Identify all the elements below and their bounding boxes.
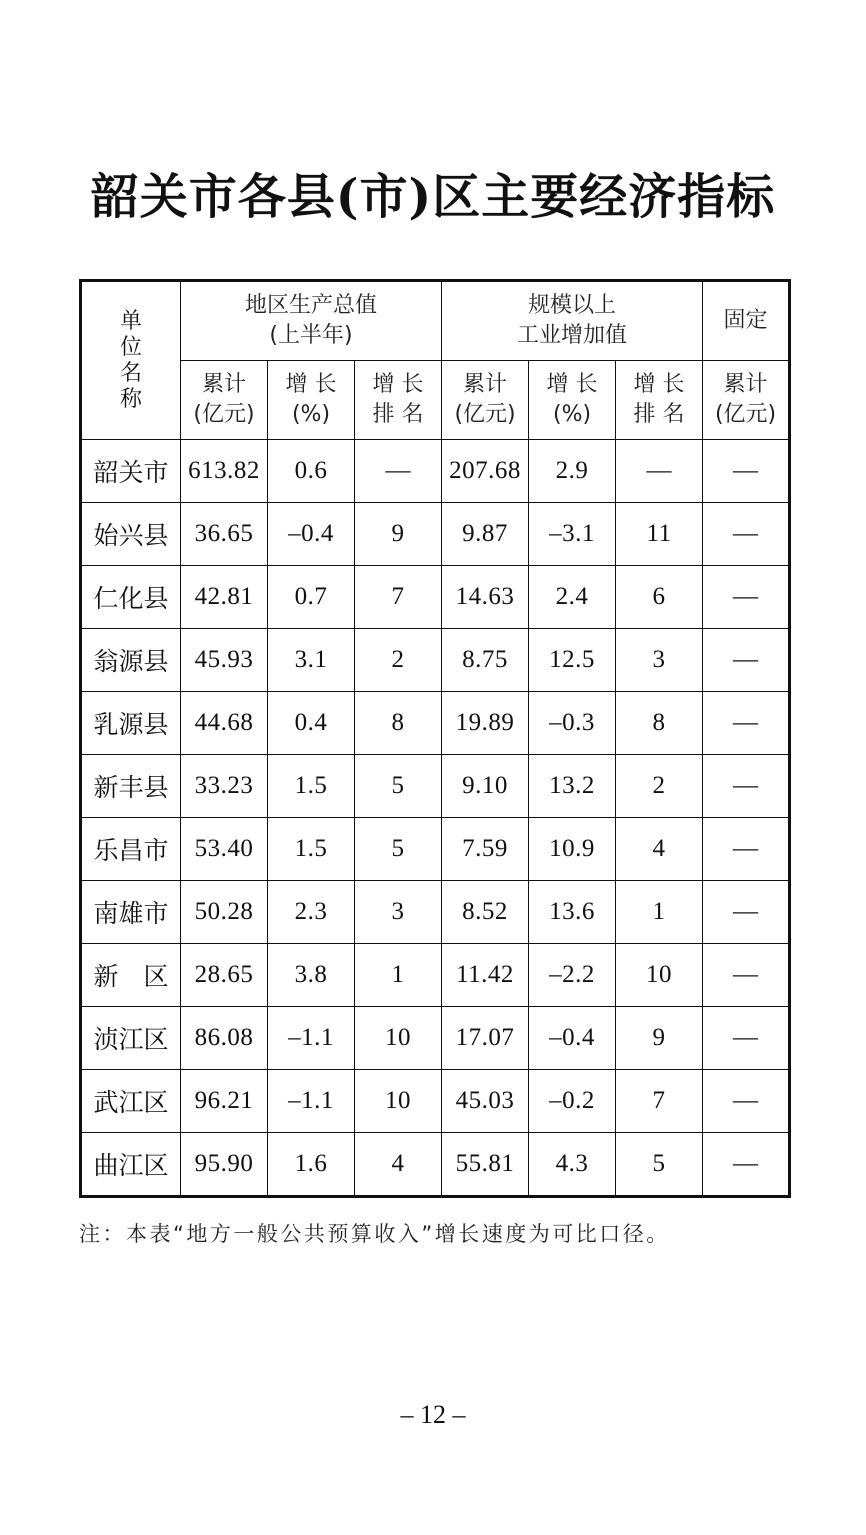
value-cell: 3 [355,881,442,944]
header-row-group [81,281,790,361]
sub-header-cell: 累计 (亿元) [442,361,529,440]
value-cell: 207.68 [442,440,529,503]
table-row [81,440,790,503]
sub-header-cell: 增 长 (%) [529,361,616,440]
region-name-cell: 乐昌市 [81,818,181,881]
sub-header-cell: 增 长 (%) [268,361,355,440]
value-cell: 95.90 [181,1133,268,1197]
table-row [81,881,790,944]
industry-group-header: 规模以上 工业增加值 [442,281,703,361]
header-row-sub [81,361,790,440]
value-cell: 2.4 [529,566,616,629]
value-cell: 613.82 [181,440,268,503]
value-cell: 19.89 [442,692,529,755]
value-cell: 1.5 [268,818,355,881]
value-cell: 5 [355,755,442,818]
table-row [81,692,790,755]
unit-name-header: 单 位 名 称 [81,281,181,440]
value-cell: 0.6 [268,440,355,503]
value-cell: 2 [355,629,442,692]
region-name-cell: 浈江区 [81,1007,181,1070]
page-number: – 12 – [400,1400,466,1429]
empty-dash-cell: — [703,755,790,818]
empty-dash-cell: — [703,566,790,629]
empty-dash-cell: — [703,881,790,944]
value-cell: 1.5 [268,755,355,818]
value-cell: 50.28 [181,881,268,944]
empty-dash-cell: — [703,1007,790,1070]
value-cell: –0.3 [529,692,616,755]
region-name-cell: 曲江区 [81,1133,181,1197]
empty-dash-cell: — [703,1133,790,1197]
table-row [81,1070,790,1133]
value-cell: 96.21 [181,1070,268,1133]
value-cell: –3.1 [529,503,616,566]
region-name-cell: 新丰县 [81,755,181,818]
value-cell: 13.2 [529,755,616,818]
value-cell: 8.75 [442,629,529,692]
value-cell: 1 [355,944,442,1007]
empty-dash-cell: — [703,1070,790,1133]
value-cell: 10 [616,944,703,1007]
value-cell: 17.07 [442,1007,529,1070]
region-name-cell: 新 区 [81,944,181,1007]
value-cell: 1.6 [268,1133,355,1197]
table-row [81,818,790,881]
sub-header-cell: 增 长 排 名 [355,361,442,440]
value-cell: –0.2 [529,1070,616,1133]
fixed-group-header: 固定 [703,281,790,361]
value-cell: 10 [355,1070,442,1133]
value-cell: 9.87 [442,503,529,566]
value-cell: 3.1 [268,629,355,692]
value-cell: –0.4 [529,1007,616,1070]
economic-indicators-table [79,279,791,1198]
sub-header-cell: 累计 (亿元) [181,361,268,440]
value-cell: 2.9 [529,440,616,503]
empty-dash-cell: — [703,629,790,692]
value-cell: 10 [355,1007,442,1070]
value-cell: –0.4 [268,503,355,566]
value-cell: –1.1 [268,1007,355,1070]
value-cell: 8 [355,692,442,755]
value-cell: 36.65 [181,503,268,566]
region-name-cell: 武江区 [81,1070,181,1133]
value-cell: 3 [616,629,703,692]
value-cell: 12.5 [529,629,616,692]
region-name-cell: 始兴县 [81,503,181,566]
page-title: 韶关市各县(市)区主要经济指标 [90,169,776,225]
value-cell: –1.1 [268,1070,355,1133]
value-cell: 7.59 [442,818,529,881]
empty-dash-cell: — [703,944,790,1007]
value-cell: 0.7 [268,566,355,629]
empty-dash-cell: — [703,692,790,755]
value-cell: 9.10 [442,755,529,818]
value-cell: 9 [616,1007,703,1070]
table-body [81,440,790,1197]
value-cell: 14.63 [442,566,529,629]
value-cell: 9 [355,503,442,566]
value-cell: 45.93 [181,629,268,692]
table-row [81,1007,790,1070]
value-cell: 53.40 [181,818,268,881]
value-cell: 33.23 [181,755,268,818]
value-cell: 4 [355,1133,442,1197]
gdp-group-header: 地区生产总值 (上半年) [181,281,442,361]
table-row [81,566,790,629]
empty-dash-cell: — [703,440,790,503]
region-name-cell: 韶关市 [81,440,181,503]
value-cell: 11.42 [442,944,529,1007]
empty-dash-cell: — [616,440,703,503]
value-cell: 1 [616,881,703,944]
table-row [81,629,790,692]
table-row [81,944,790,1007]
value-cell: 8 [616,692,703,755]
empty-dash-cell: — [703,503,790,566]
value-cell: 45.03 [442,1070,529,1133]
table-row [81,755,790,818]
value-cell: 4.3 [529,1133,616,1197]
value-cell: 10.9 [529,818,616,881]
region-name-cell: 仁化县 [81,566,181,629]
value-cell: 6 [616,566,703,629]
value-cell: –2.2 [529,944,616,1007]
region-name-cell: 乳源县 [81,692,181,755]
sub-header-cell: 增 长 排 名 [616,361,703,440]
region-name-cell: 南雄市 [81,881,181,944]
value-cell: 0.4 [268,692,355,755]
empty-dash-cell: — [703,818,790,881]
value-cell: 7 [616,1070,703,1133]
value-cell: 44.68 [181,692,268,755]
value-cell: 13.6 [529,881,616,944]
region-name-cell: 翁源县 [81,629,181,692]
value-cell: 11 [616,503,703,566]
table-note: 注：本表“地方一般公共预算收入”增长速度为可比口径。 [79,1222,670,1246]
value-cell: 5 [355,818,442,881]
value-cell: 5 [616,1133,703,1197]
value-cell: 7 [355,566,442,629]
empty-dash-cell: — [355,440,442,503]
value-cell: 2 [616,755,703,818]
table-row [81,1133,790,1197]
sub-header-cell: 累计 (亿元) [703,361,790,440]
value-cell: 8.52 [442,881,529,944]
table-row [81,503,790,566]
value-cell: 28.65 [181,944,268,1007]
value-cell: 42.81 [181,566,268,629]
value-cell: 4 [616,818,703,881]
value-cell: 55.81 [442,1133,529,1197]
value-cell: 86.08 [181,1007,268,1070]
value-cell: 3.8 [268,944,355,1007]
value-cell: 2.3 [268,881,355,944]
